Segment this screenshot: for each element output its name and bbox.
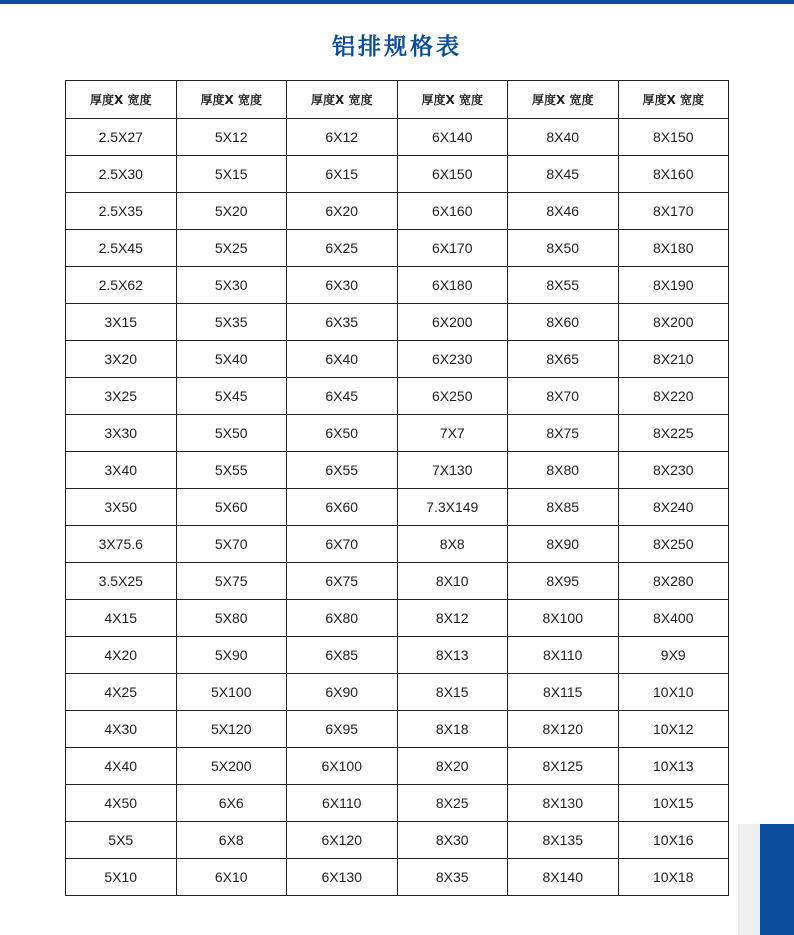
table-cell: 8X115 <box>508 674 619 711</box>
table-cell: 8X125 <box>508 748 619 785</box>
table-cell: 6X30 <box>287 267 398 304</box>
table-cell: 6X80 <box>287 600 398 637</box>
table-cell: 6X15 <box>287 156 398 193</box>
table-cell: 8X18 <box>397 711 508 748</box>
table-cell: 6X20 <box>287 193 398 230</box>
table-cell: 5X55 <box>176 452 287 489</box>
table-cell: 8X200 <box>618 304 729 341</box>
table-cell: 8X140 <box>508 859 619 896</box>
table-cell: 6X70 <box>287 526 398 563</box>
table-cell: 5X10 <box>66 859 177 896</box>
table-cell: 4X30 <box>66 711 177 748</box>
table-cell: 8X400 <box>618 600 729 637</box>
table-cell: 8X160 <box>618 156 729 193</box>
table-cell: 8X100 <box>508 600 619 637</box>
table-cell: 8X40 <box>508 119 619 156</box>
top-accent-bar <box>0 0 794 4</box>
table-cell: 8X225 <box>618 415 729 452</box>
table-cell: 5X100 <box>176 674 287 711</box>
table-cell: 3X25 <box>66 378 177 415</box>
page-title: 铝排规格表 <box>332 34 462 60</box>
table-cell: 6X60 <box>287 489 398 526</box>
table-cell: 5X50 <box>176 415 287 452</box>
table-cell: 8X10 <box>397 563 508 600</box>
table-cell: 6X100 <box>287 748 398 785</box>
table-cell: 5X75 <box>176 563 287 600</box>
table-cell: 5X40 <box>176 341 287 378</box>
table-cell: 8X70 <box>508 378 619 415</box>
table-cell: 3.5X25 <box>66 563 177 600</box>
table-cell: 8X180 <box>618 230 729 267</box>
table-cell: 8X210 <box>618 341 729 378</box>
table-cell: 8X45 <box>508 156 619 193</box>
table-cell: 5X25 <box>176 230 287 267</box>
table-cell: 8X150 <box>618 119 729 156</box>
table-cell: 8X15 <box>397 674 508 711</box>
table-cell: 6X12 <box>287 119 398 156</box>
table-cell: 8X250 <box>618 526 729 563</box>
table-cell: 8X20 <box>397 748 508 785</box>
table-cell: 6X160 <box>397 193 508 230</box>
table-cell: 2.5X27 <box>66 119 177 156</box>
table-cell: 5X200 <box>176 748 287 785</box>
table-cell: 6X250 <box>397 378 508 415</box>
table-cell: 8X55 <box>508 267 619 304</box>
table-cell: 6X170 <box>397 230 508 267</box>
table-cell: 3X20 <box>66 341 177 378</box>
table-cell: 5X30 <box>176 267 287 304</box>
table-cell: 5X15 <box>176 156 287 193</box>
column-header: 厚度X 宽度 <box>287 81 398 119</box>
table-cell: 5X45 <box>176 378 287 415</box>
table-cell: 10X10 <box>618 674 729 711</box>
table-cell: 8X190 <box>618 267 729 304</box>
table-cell: 2.5X30 <box>66 156 177 193</box>
table-cell: 4X15 <box>66 600 177 637</box>
table-cell: 7X130 <box>397 452 508 489</box>
table-cell: 8X65 <box>508 341 619 378</box>
table-cell: 10X16 <box>618 822 729 859</box>
table-cell: 6X85 <box>287 637 398 674</box>
table-cell: 8X220 <box>618 378 729 415</box>
table-row <box>66 785 729 822</box>
table-cell: 6X140 <box>397 119 508 156</box>
table-cell: 8X25 <box>397 785 508 822</box>
table-row <box>66 452 729 489</box>
column-header: 厚度X 宽度 <box>397 81 508 119</box>
table-cell: 5X20 <box>176 193 287 230</box>
table-cell: 6X200 <box>397 304 508 341</box>
table-cell: 6X75 <box>287 563 398 600</box>
table-cell: 10X13 <box>618 748 729 785</box>
table-row <box>66 563 729 600</box>
table-cell: 6X40 <box>287 341 398 378</box>
table-cell: 7.3X149 <box>397 489 508 526</box>
table-row <box>66 674 729 711</box>
table-cell: 10X15 <box>618 785 729 822</box>
table-cell: 3X15 <box>66 304 177 341</box>
table-cell: 4X40 <box>66 748 177 785</box>
table-cell: 3X30 <box>66 415 177 452</box>
table-cell: 8X240 <box>618 489 729 526</box>
table-cell: 8X8 <box>397 526 508 563</box>
table-cell: 8X13 <box>397 637 508 674</box>
table-cell: 8X280 <box>618 563 729 600</box>
table-cell: 3X40 <box>66 452 177 489</box>
table-cell: 5X80 <box>176 600 287 637</box>
table-row <box>66 304 729 341</box>
table-row <box>66 193 729 230</box>
table-row <box>66 711 729 748</box>
table-cell: 8X85 <box>508 489 619 526</box>
table-cell: 6X35 <box>287 304 398 341</box>
table-cell: 8X95 <box>508 563 619 600</box>
table-row <box>66 748 729 785</box>
table-cell: 5X70 <box>176 526 287 563</box>
table-cell: 10X12 <box>618 711 729 748</box>
column-header: 厚度X 宽度 <box>618 81 729 119</box>
table-cell: 6X180 <box>397 267 508 304</box>
table-row <box>66 526 729 563</box>
table-cell: 8X80 <box>508 452 619 489</box>
table-cell: 2.5X45 <box>66 230 177 267</box>
table-cell: 6X6 <box>176 785 287 822</box>
table-cell: 9X9 <box>618 637 729 674</box>
table-cell: 8X130 <box>508 785 619 822</box>
table-cell: 8X35 <box>397 859 508 896</box>
table-cell: 6X150 <box>397 156 508 193</box>
table-row <box>66 415 729 452</box>
table-cell: 5X90 <box>176 637 287 674</box>
table-cell: 8X12 <box>397 600 508 637</box>
table-cell: 6X120 <box>287 822 398 859</box>
table-cell: 6X8 <box>176 822 287 859</box>
side-gray-block <box>738 824 760 935</box>
table-cell: 4X20 <box>66 637 177 674</box>
table-row <box>66 600 729 637</box>
table-cell: 8X46 <box>508 193 619 230</box>
table-cell: 8X110 <box>508 637 619 674</box>
table-cell: 6X50 <box>287 415 398 452</box>
table-row <box>66 119 729 156</box>
table-row <box>66 489 729 526</box>
table-cell: 6X10 <box>176 859 287 896</box>
table-cell: 10X18 <box>618 859 729 896</box>
column-header: 厚度X 宽度 <box>176 81 287 119</box>
table-cell: 8X30 <box>397 822 508 859</box>
table-cell: 6X55 <box>287 452 398 489</box>
table-cell: 5X120 <box>176 711 287 748</box>
table-cell: 6X130 <box>287 859 398 896</box>
table-cell: 8X170 <box>618 193 729 230</box>
table-row <box>66 341 729 378</box>
table-cell: 3X50 <box>66 489 177 526</box>
table-cell: 8X60 <box>508 304 619 341</box>
table-cell: 5X12 <box>176 119 287 156</box>
table-cell: 8X50 <box>508 230 619 267</box>
table-cell: 2.5X35 <box>66 193 177 230</box>
side-blue-block <box>760 824 794 935</box>
table-cell: 6X95 <box>287 711 398 748</box>
table-cell: 7X7 <box>397 415 508 452</box>
header-row <box>66 81 729 119</box>
table-cell: 5X5 <box>66 822 177 859</box>
table-cell: 6X90 <box>287 674 398 711</box>
table-row <box>66 637 729 674</box>
table-cell: 8X230 <box>618 452 729 489</box>
table-cell: 8X120 <box>508 711 619 748</box>
table-row <box>66 822 729 859</box>
table-cell: 6X110 <box>287 785 398 822</box>
table-cell: 6X25 <box>287 230 398 267</box>
table-cell: 6X45 <box>287 378 398 415</box>
spec-table <box>65 80 729 896</box>
table-cell: 8X135 <box>508 822 619 859</box>
table-cell: 8X75 <box>508 415 619 452</box>
table-cell: 4X25 <box>66 674 177 711</box>
table-row <box>66 230 729 267</box>
table-row <box>66 378 729 415</box>
column-header: 厚度X 宽度 <box>508 81 619 119</box>
table-cell: 5X60 <box>176 489 287 526</box>
table-row <box>66 859 729 896</box>
table-cell: 5X35 <box>176 304 287 341</box>
table-cell: 2.5X62 <box>66 267 177 304</box>
table-cell: 3X75.6 <box>66 526 177 563</box>
table-row <box>66 156 729 193</box>
table-cell: 4X50 <box>66 785 177 822</box>
table-row <box>66 267 729 304</box>
column-header: 厚度X 宽度 <box>66 81 177 119</box>
table-cell: 6X230 <box>397 341 508 378</box>
table-cell: 8X90 <box>508 526 619 563</box>
